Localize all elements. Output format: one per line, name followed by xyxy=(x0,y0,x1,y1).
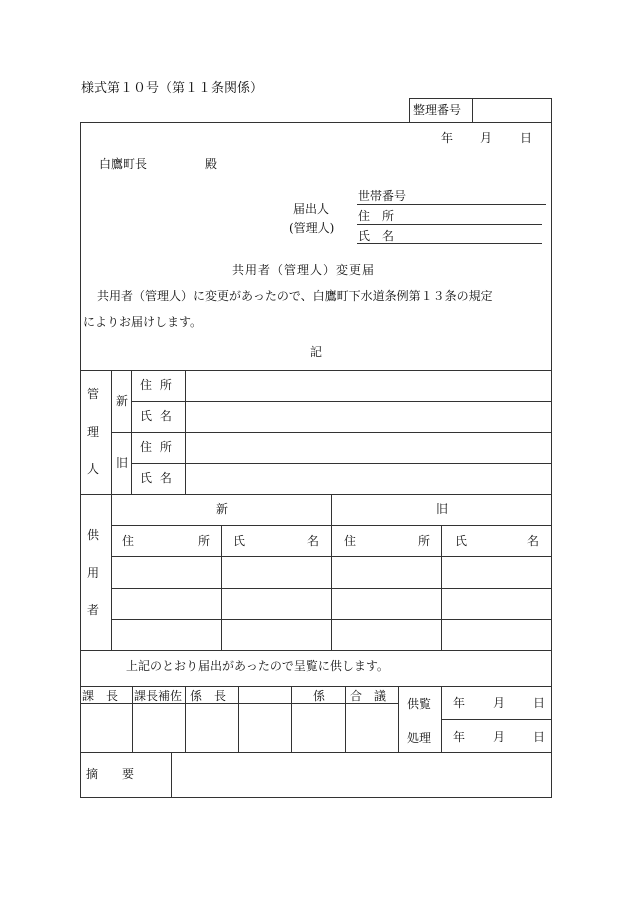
form-number: 様式第１０号（第１１条関係） xyxy=(81,81,264,96)
shori-year: 年 xyxy=(453,730,466,744)
shori-month: 月 xyxy=(493,730,506,744)
shareholder-old-name-header: 氏 名 xyxy=(455,534,539,548)
manager-old-address-field[interactable] xyxy=(186,433,550,462)
manager-label-1: 管 xyxy=(87,387,100,401)
date-day: 日 xyxy=(520,131,533,145)
applicant-name-field[interactable] xyxy=(357,243,542,244)
shareholder-label-2: 用 xyxy=(87,566,100,580)
approval-header-kakaricho: 係 長 xyxy=(190,689,227,703)
manager-new-name-field[interactable] xyxy=(186,402,550,431)
approval-stamp-box[interactable] xyxy=(81,704,131,751)
approval-header-kakari: 係 xyxy=(313,689,326,703)
household-number-field[interactable] xyxy=(357,204,546,205)
date-month: 月 xyxy=(480,131,493,145)
manager-old-name-field[interactable] xyxy=(186,464,550,493)
ki-mark: 記 xyxy=(310,345,323,359)
body-text-line2: によりお届けします。 xyxy=(83,315,203,329)
approval-stamp-box[interactable] xyxy=(346,704,397,751)
shareholder-cell[interactable] xyxy=(442,589,550,618)
document-title: 共用者（管理人）変更届 xyxy=(232,263,376,277)
shareholder-cell[interactable] xyxy=(332,557,440,587)
applicant-label: 届出人 xyxy=(293,202,330,216)
shareholder-label-3: 者 xyxy=(87,603,100,617)
summary-field[interactable] xyxy=(172,753,550,796)
applicant-address-label: 住 所 xyxy=(358,209,395,223)
shareholder-cell[interactable] xyxy=(112,589,220,618)
household-number-label: 世帯番号 xyxy=(358,189,407,203)
shori-day: 日 xyxy=(533,730,546,744)
body-text-line1: 共用者（管理人）に変更があったので、白鷹町下水道条例第１３条の規定 xyxy=(97,289,493,303)
shareholder-cell[interactable] xyxy=(112,620,220,649)
kyoran-day: 日 xyxy=(533,696,546,710)
shareholder-cell[interactable] xyxy=(222,589,330,618)
applicant-name-label: 氏 名 xyxy=(358,229,395,243)
manager-new-label: 新 xyxy=(116,394,129,408)
shori-label: 処理 xyxy=(407,731,432,745)
kyoran-year: 年 xyxy=(453,696,466,710)
manager-label-2: 理 xyxy=(87,425,100,439)
summary-label: 摘 要 xyxy=(86,767,135,781)
shareholder-label-1: 供 xyxy=(87,528,100,542)
manager-old-label: 旧 xyxy=(116,456,129,470)
report-text: 上記のとおり届出があったので呈覧に供します。 xyxy=(126,659,389,673)
manager-label-3: 人 xyxy=(87,462,100,476)
shareholder-new-address-header: 住 所 xyxy=(122,534,210,548)
approval-stamp-box[interactable] xyxy=(186,704,237,751)
shareholder-cell[interactable] xyxy=(222,557,330,587)
approval-header-kacho: 課 長 xyxy=(82,689,119,703)
approval-stamp-box[interactable] xyxy=(239,704,290,751)
shareholder-cell[interactable] xyxy=(332,589,440,618)
manager-new-address-label: 住 所 xyxy=(140,378,172,392)
addressee: 白鷹町長 xyxy=(99,157,148,171)
applicant-address-field[interactable] xyxy=(357,224,542,225)
applicant-sublabel: (管理人) xyxy=(289,221,335,235)
shareholder-cell[interactable] xyxy=(112,557,220,587)
shareholder-cell[interactable] xyxy=(332,620,440,649)
shareholder-old-address-header: 住 所 xyxy=(344,534,430,548)
manager-new-name-label: 氏 名 xyxy=(140,409,172,423)
approval-stamp-box[interactable] xyxy=(133,704,184,751)
approval-header-kacho-hosa: 課長補佐 xyxy=(134,689,183,703)
kyoran-label: 供覧 xyxy=(407,697,432,711)
manager-old-name-label: 氏 名 xyxy=(140,471,172,485)
approval-header-gogi: 合 議 xyxy=(350,689,387,703)
shareholder-cell[interactable] xyxy=(222,620,330,649)
shareholder-cell[interactable] xyxy=(442,557,550,587)
reference-number-label: 整理番号 xyxy=(413,103,462,117)
manager-old-address-label: 住 所 xyxy=(140,440,172,454)
kyoran-month: 月 xyxy=(493,696,506,710)
honorific: 殿 xyxy=(205,157,218,171)
shareholder-old-header: 旧 xyxy=(436,502,449,516)
date-year: 年 xyxy=(441,131,454,145)
shareholder-new-name-header: 氏 名 xyxy=(233,534,319,548)
approval-stamp-box[interactable] xyxy=(292,704,344,751)
shareholder-cell[interactable] xyxy=(442,620,550,649)
manager-new-address-field[interactable] xyxy=(186,371,550,400)
shareholder-new-header: 新 xyxy=(216,502,229,516)
